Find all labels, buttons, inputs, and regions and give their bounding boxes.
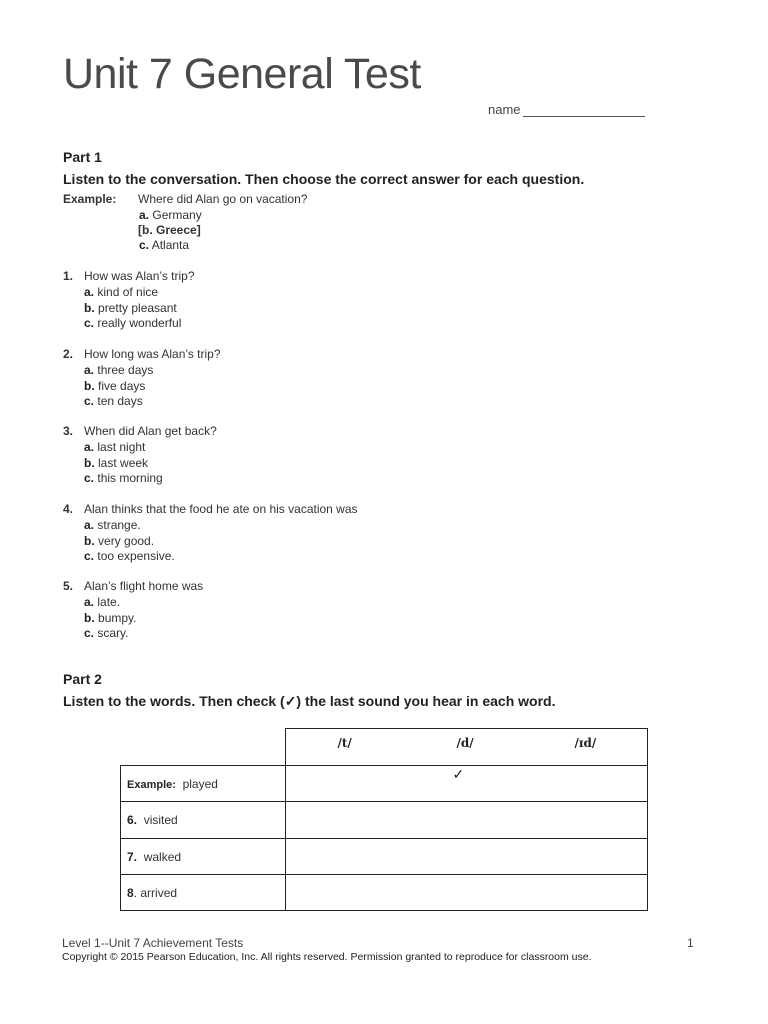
part1-instructions: Listen to the conversation. Then choose the correct answer for each question. [63,171,585,187]
option-text: late. [97,595,121,609]
option-text: too expensive. [97,549,175,563]
option-text: this morning [97,471,163,485]
answer-option[interactable] [84,471,163,485]
example-label: Example: [63,192,117,206]
row-label-6: 6. visited [121,802,286,839]
name-label: name [488,102,521,117]
answer-option[interactable] [84,549,175,563]
answer-option[interactable] [84,316,181,330]
option-letter: c. [84,394,95,408]
option-letter: a. [84,440,95,454]
page-number: 1 [687,936,694,950]
option-text: last week [98,455,149,470]
question-text: How was Alan’s trip? [84,269,195,283]
name-field [488,102,645,117]
table-row [121,766,648,802]
part1-heading: Part 1 [63,149,102,165]
example-option-b-answer: [b. Greece] [138,223,201,237]
answer-option[interactable] [84,518,141,532]
option-letter: a. [84,363,95,377]
question-number: 1. [63,269,74,283]
answer-option[interactable] [84,363,153,377]
checkmark-icon: ✓ [452,766,465,782]
option-text: scary. [97,626,129,640]
option-letter: b. [84,533,95,548]
option-text: ten days [97,394,143,408]
question-text: Alan thinks that the food he ate on his vacation was [84,502,358,516]
option-text: kind of nice [97,285,159,299]
option-text: really wonderful [97,316,182,330]
answer-option[interactable] [84,440,145,454]
table-header-row [285,729,647,766]
answer-option[interactable] [84,626,128,640]
question-number: 2. [63,347,74,361]
footer-copyright: Copyright © 2015 Pearson Education, Inc. All rights reserved. Permission granted to reproduce for classroom use. [62,951,592,963]
option-letter: a. [84,518,95,532]
option-text: pretty pleasant [98,300,177,315]
sound-check-table [120,728,648,911]
answer-option[interactable] [84,595,120,609]
example-option-a: a. Germany [139,208,202,222]
table-row [121,839,648,875]
question-number: 4. [63,502,74,516]
answer-option[interactable] [84,456,148,470]
option-text: strange. [97,518,141,532]
table-row [121,802,648,839]
question-text: When did Alan get back? [84,424,217,438]
option-letter: a. [84,595,95,609]
name-blank-line [523,104,645,117]
footer-course: Level 1--Unit 7 Achievement Tests [62,936,244,950]
check-cell[interactable] [285,875,647,911]
check-cell[interactable] [285,802,647,839]
option-letter: a. [84,285,95,299]
part2-instructions: Listen to the words. Then check (✓) the last sound you hear in each word. [63,693,556,709]
row-label-8: 8. arrived [121,875,286,911]
check-cell[interactable] [285,766,647,802]
option-letter: c. [84,626,95,640]
answer-option[interactable] [84,534,154,548]
answer-option[interactable] [84,611,136,625]
option-letter: c. [84,549,95,563]
option-letter: b. [84,610,95,625]
answer-option[interactable] [84,379,145,393]
check-cell[interactable] [285,839,647,875]
example-option-c: c. Atlanta [139,238,190,252]
option-text: very good. [98,533,155,548]
row-label-7: 7. walked [121,839,286,875]
option-text: five days [98,378,146,393]
option-letter: b. [84,300,95,315]
option-text: three days [97,363,154,377]
column-header-t: /t/ [337,736,352,750]
column-header-d: /d/ [456,736,474,750]
question-number: 3. [63,424,74,438]
option-text: bumpy. [98,610,137,625]
answer-option[interactable] [84,394,143,408]
question-text: How long was Alan’s trip? [84,347,221,361]
option-text: last night [97,440,146,454]
answer-option[interactable] [84,301,177,315]
table-empty-corner [121,729,286,766]
option-letter: b. [84,455,95,470]
page-title: Unit 7 General Test [63,50,421,98]
column-header-id: /ɪd/ [574,736,597,750]
option-letter: c. [84,471,95,485]
part2-heading: Part 2 [63,671,102,687]
row-label-example: Example: played [121,766,286,802]
table-row [121,875,648,911]
option-letter: c. [84,316,95,330]
question-number: 5. [63,579,74,593]
example-question: Where did Alan go on vacation? [138,192,308,206]
answer-option[interactable] [84,285,158,299]
question-text: Alan’s flight home was [84,579,204,593]
option-letter: b. [84,378,95,393]
